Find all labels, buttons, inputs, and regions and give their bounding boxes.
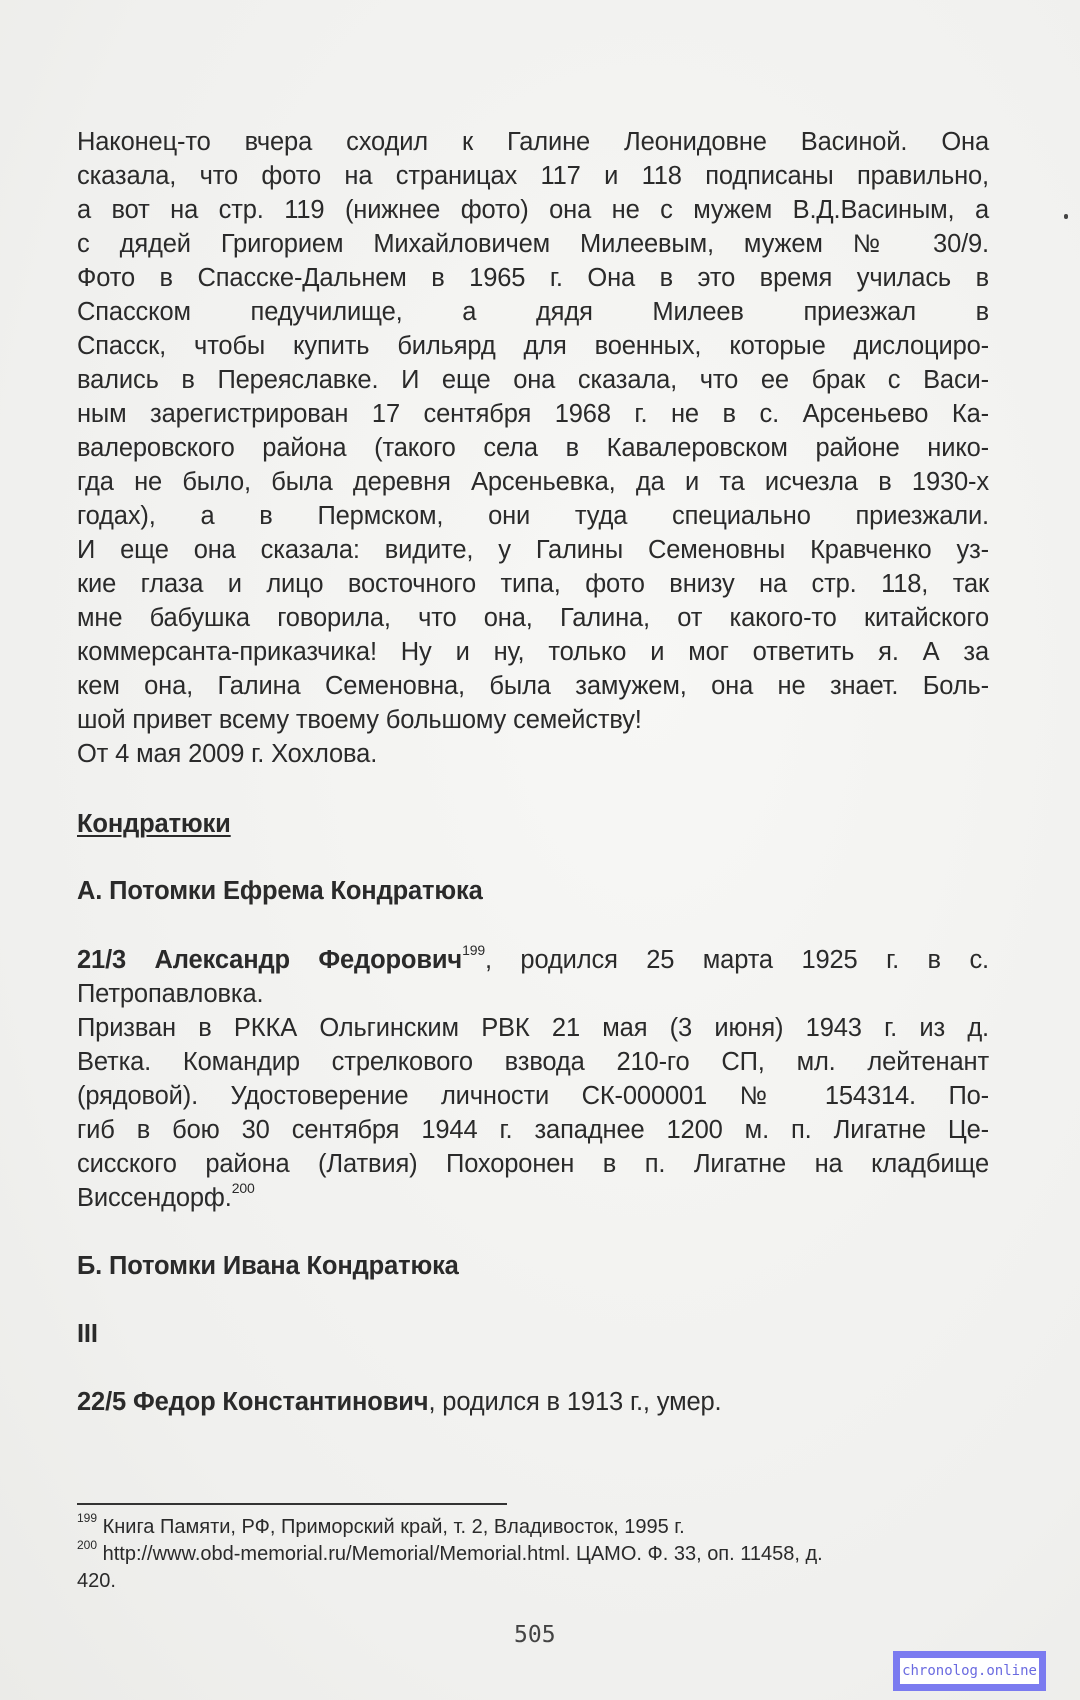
text-line: коммерсанта-приказчика! Ну и ну, только и мог ответить я. А за [77,638,989,666]
footnote-continuation: 420. [77,1570,116,1592]
text-line: И еще она сказала: видите, у Галины Семеновны Кравченко уз- [77,536,989,564]
text-line: кие глаза и лицо восточного типа, фото внизу на стр. 118, так [77,570,989,598]
footnote-ref: 200 [231,1179,255,1196]
text-line: Спасском педучилище, а дядя Милеев приезжал в [77,298,989,326]
text-line: Ветка. Командир стрелкового взвода 210-го СП, мл. лейтенант [77,1048,989,1076]
text-line: шой привет всему твоему большому семейству! [77,706,642,734]
text-line: Призван в РККА Ольгинским РВК 21 мая (3 июня) 1943 г. из д. [77,1014,989,1042]
text-line: (рядовой). Удостоверение личности СК-000001 № 154314. По- [77,1082,989,1110]
person-name: 22/5 Федор Константинович [77,1388,429,1416]
text-line: Спасск, чтобы купить бильярд для военных, которые дислоциро- [77,332,989,360]
text-line: Фото в Спасске-Дальнем в 1965 г. Она в это время училась в [77,264,989,292]
page-number: 505 [514,1622,556,1648]
footnote-divider [77,1503,507,1505]
text-line: годах), а в Пермском, они туда специально приезжали. [77,502,989,530]
subsection-heading-b: Б. Потомки Ивана Кондратюка [77,1252,459,1280]
footnote-199 [77,1511,977,1541]
birth-info: , родился 25 марта 1925 г. в с. [485,946,989,974]
watermark-badge [893,1651,1046,1691]
footnote-text: Книга Памяти, РФ, Приморский край, т. 2, Владивосток, 1995 г. [97,1516,685,1538]
text-line: ным зарегистрирован 17 сентября 1968 г. не в с. Арсеньево Ка- [77,400,989,428]
letter-signature: От 4 мая 2009 г. Хохлова. [77,740,378,768]
text-line: гиб в бою 30 сентября 1944 г. западнее 1200 м. п. Лигатне Це- [77,1116,989,1144]
entry-header-line [77,943,989,977]
footnote-number: 199 [77,1511,98,1526]
text-line: с дядей Григорием Михайловичем Милеевым, мужем № 30/9. [77,230,989,258]
generation-mark: III [77,1320,98,1348]
text-line: а вот на стр. 119 (нижнее фото) она не с мужем В.Д.Васиным, а [77,196,989,224]
text-line: сказала, что фото на страницах 117 и 118 подписаны правильно, [77,162,989,190]
subsection-heading-a: А. Потомки Ефрема Кондратюка [77,877,483,905]
text-line [77,1181,989,1215]
footnote-number: 200 [77,1538,98,1553]
scan-artifact [1064,214,1068,219]
burial-place: Виссендорф. [77,1184,232,1212]
footnote-200 [77,1538,977,1568]
text-line: гда не было, была деревня Арсеньевка, да и та исчезла в 1930-х [77,468,989,496]
entry-22-5 [77,1385,989,1419]
footnote-text: http://www.obd-memorial.ru/Memorial/Memorial.html. ЦАМО. Ф. 33, оп. 11458, д. [97,1543,823,1565]
text-line: вались в Переяславке. И еще она сказала, что ее брак с Васи- [77,366,989,394]
text-line: кем она, Галина Семеновна, была замужем, она не знает. Боль- [77,672,989,700]
section-title: Кондратюки [77,810,231,838]
footnote-ref: 199 [462,941,485,958]
watermark-text: chronolog.online [900,1658,1039,1684]
text-line: мне бабушка говорила, что она, Галина, от какого-то китайского [77,604,989,632]
text-line: Петропавловка. [77,980,264,1008]
text-line: валеровского района (такого села в Кавалеровском районе нико- [77,434,989,462]
text-line: сисского района (Латвия) Похоронен в п. Лигатне на кладбище [77,1150,989,1178]
birth-info: , родился в 1913 г., умер. [428,1388,722,1416]
person-name: 21/3 Александр Федорович [77,946,463,974]
text-line: Наконец-то вчера сходил к Галине Леонидовне Васиной. Она [77,128,989,156]
